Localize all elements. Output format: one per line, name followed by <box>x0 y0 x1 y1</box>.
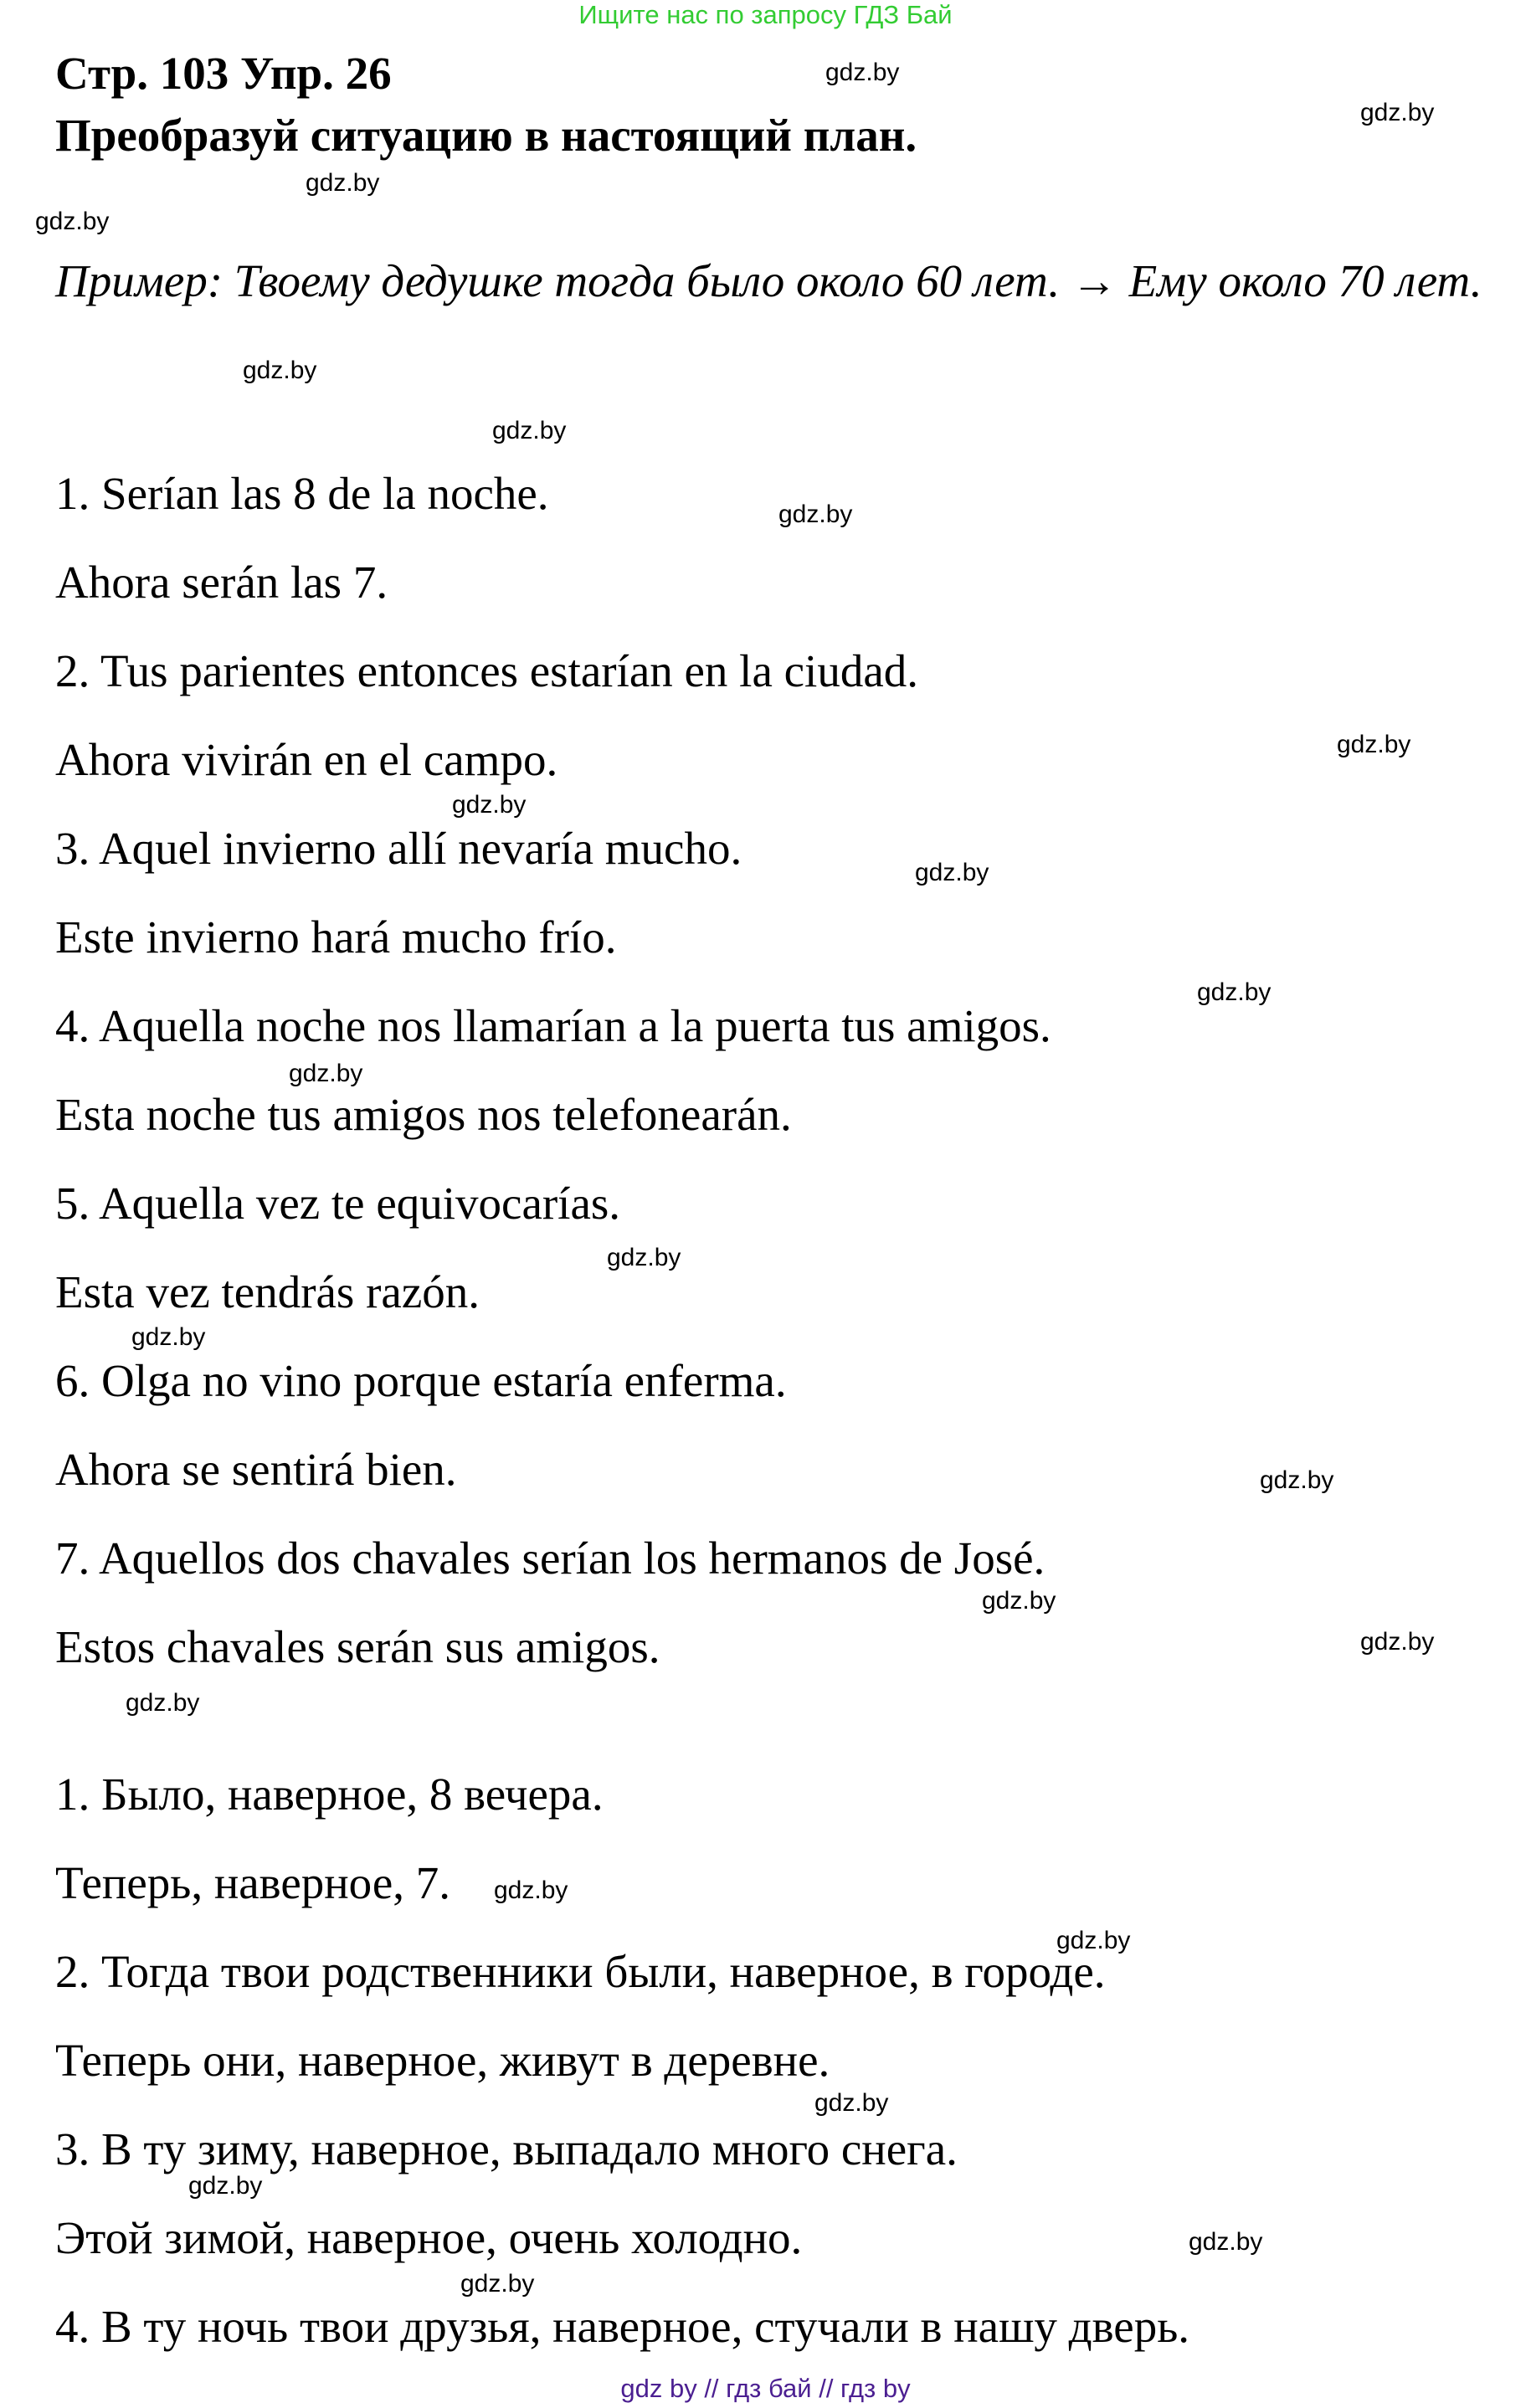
watermark: gdz.by <box>460 2270 535 2298</box>
watermark: gdz.by <box>814 2089 889 2117</box>
top-banner[interactable]: Ищите нас по запросу ГДЗ Бай <box>578 0 953 29</box>
example-sentence: Пример: Твоему дедушке тогда было около 60 лет. → Ему около 70 лет. <box>55 255 1482 306</box>
watermark: gdz.by <box>306 169 380 197</box>
russian-line: 3. В ту зиму, наверное, выпадало много снега. <box>55 2123 958 2174</box>
watermark: gdz.by <box>1360 99 1435 126</box>
watermark: gdz.by <box>825 59 900 86</box>
footer-links[interactable]: gdz by // гдз бай // гдз by <box>620 2374 911 2403</box>
watermark: gdz.by <box>35 208 110 235</box>
russian-line: 2. Тогда твои родственники были, наверное, в городе. <box>55 1946 1106 1997</box>
watermark: gdz.by <box>492 417 567 444</box>
russian-line: 4. В ту ночь твои друзья, наверное, стучали в нашу дверь. <box>55 2301 1190 2352</box>
spanish-line: 7. Aquellos dos chavales serían los hermanos de José. <box>55 1533 1045 1584</box>
russian-line: 1. Было, наверное, 8 вечера. <box>55 1769 604 1820</box>
spanish-line: 6. Olga no vino porque estaría enferma. <box>55 1355 787 1406</box>
watermark: gdz.by <box>915 859 989 886</box>
watermark: gdz.by <box>778 501 853 528</box>
spanish-line: Esta noche tus amigos nos telefonearán. <box>55 1089 792 1140</box>
task-instruction: Преобразуй ситуацию в настоящий план. <box>55 110 917 161</box>
watermark: gdz.by <box>494 1877 568 1904</box>
watermark: gdz.by <box>131 1323 206 1351</box>
watermark: gdz.by <box>289 1060 363 1087</box>
russian-line: Теперь, наверное, 7. <box>55 1857 451 1908</box>
watermark: gdz.by <box>243 357 317 384</box>
spanish-line: 5. Aquella vez te equivocarías. <box>55 1178 621 1229</box>
russian-line: Теперь они, наверное, живут в деревне. <box>55 2035 830 2086</box>
watermark: gdz.by <box>607 1244 681 1271</box>
spanish-line: 1. Serían las 8 de la noche. <box>55 468 549 519</box>
watermark: gdz.by <box>982 1587 1056 1615</box>
spanish-line: Estos chavales serán sus amigos. <box>55 1621 660 1672</box>
watermark: gdz.by <box>1056 1927 1131 1954</box>
spanish-line: 2. Tus parientes entonces estarían en la ciudad. <box>55 645 918 696</box>
spanish-line: Ahora vivirán en el campo. <box>55 734 558 785</box>
watermark: gdz.by <box>452 791 527 819</box>
spanish-line: 4. Aquella noche nos llamarían a la puerta tus amigos. <box>55 1000 1051 1051</box>
spanish-line: Ahora se sentirá bien. <box>55 1444 457 1495</box>
watermark: gdz.by <box>1197 978 1272 1006</box>
spanish-line: Ahora serán las 7. <box>55 557 388 608</box>
spanish-line: Esta vez tendrás razón. <box>55 1266 480 1317</box>
watermark: gdz.by <box>1260 1466 1334 1494</box>
page-title: Стр. 103 Упр. 26 <box>55 48 392 99</box>
watermark: gdz.by <box>1360 1628 1435 1656</box>
watermark: gdz.by <box>1337 731 1411 758</box>
spanish-line: 3. Aquel invierno allí nevaría mucho. <box>55 823 742 874</box>
watermark: gdz.by <box>126 1689 200 1717</box>
spanish-line: Este invierno hará mucho frío. <box>55 911 617 963</box>
watermark: gdz.by <box>1189 2228 1263 2256</box>
russian-line: Этой зимой, наверное, очень холодно. <box>55 2212 803 2263</box>
watermark: gdz.by <box>188 2172 263 2200</box>
